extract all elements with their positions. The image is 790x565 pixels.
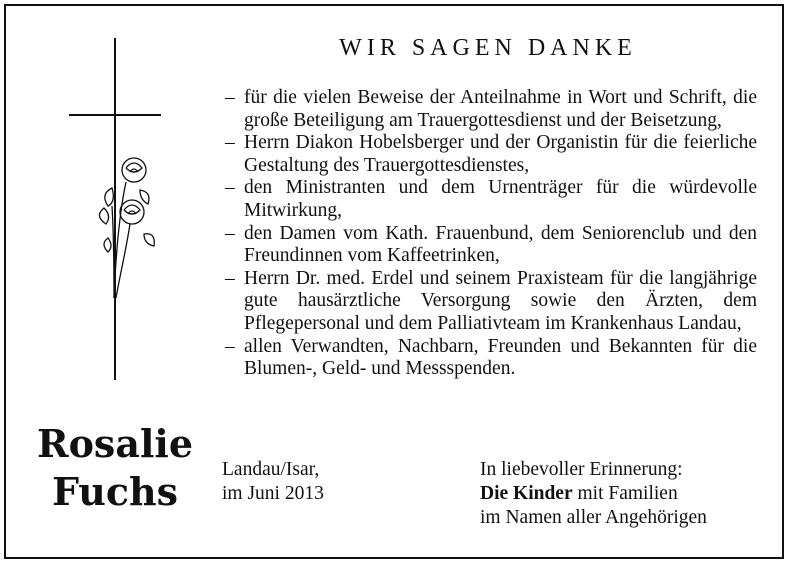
list-item-text: Herrn Diakon Hobelsberger und der Organistin für die feierliche Gestaltung des Trauergottesdienstes, [244, 132, 757, 176]
dash-bullet: – [225, 222, 235, 244]
list-item-text: Herrn Dr. med. Erdel und seinem Praxisteam für die langjährige gute hausärztliche Versorgung sowie den Ärzten, dem Pflegepersonal und dem Palliativteam im Krankenhaus Landau, [244, 267, 757, 334]
deceased-first-name: Rosalie [37, 421, 193, 466]
dash-bullet: – [225, 335, 235, 357]
list-item-text: für die vielen Beweise der Anteilnahme in Wort und Schrift, die große Beteiligung am Trauergottesdienst und der Beisetzung, [244, 87, 757, 131]
place-date [222, 458, 324, 506]
cross-bar [69, 114, 161, 116]
dash-bullet: – [225, 267, 235, 289]
deceased-last-name: Fuchs [51, 469, 179, 514]
signature-bold: Die Kinder [480, 483, 573, 504]
dash-bullet: – [225, 132, 235, 154]
list-item [222, 336, 757, 381]
list-item-text: den Ministranten und dem Urnenträger für die würdevolle Mitwirkung, [244, 177, 757, 221]
list-item [222, 177, 757, 222]
closing-line-relatives: im Namen aller Angehörigen [480, 507, 707, 528]
notice-heading: WIR SAGEN DANKE [339, 35, 637, 61]
date: im Juni 2013 [222, 483, 324, 504]
roses-icon [92, 150, 162, 300]
dash-bullet: – [225, 87, 235, 108]
signature-line [480, 482, 707, 506]
closing-line: In liebevoller Erinnerung: [480, 459, 683, 480]
place: Landau/Isar, [222, 459, 320, 480]
list-item [222, 223, 757, 268]
dash-bullet: – [225, 177, 235, 199]
list-item-text: allen Verwandten, Nachbarn, Freunden und Bekannten für die Blumen-, Geld- und Messspenden. [244, 335, 757, 380]
signature-rest: mit Familien [572, 483, 678, 504]
list-item [222, 132, 757, 177]
list-item [222, 268, 757, 336]
list-item-text: den Damen vom Kath. Frauenbund, dem Seniorenclub und den Freundinnen vom Kaffeetrinken, [244, 222, 757, 267]
closing-block [480, 458, 707, 530]
list-item [222, 87, 757, 132]
thanks-list [222, 87, 757, 381]
